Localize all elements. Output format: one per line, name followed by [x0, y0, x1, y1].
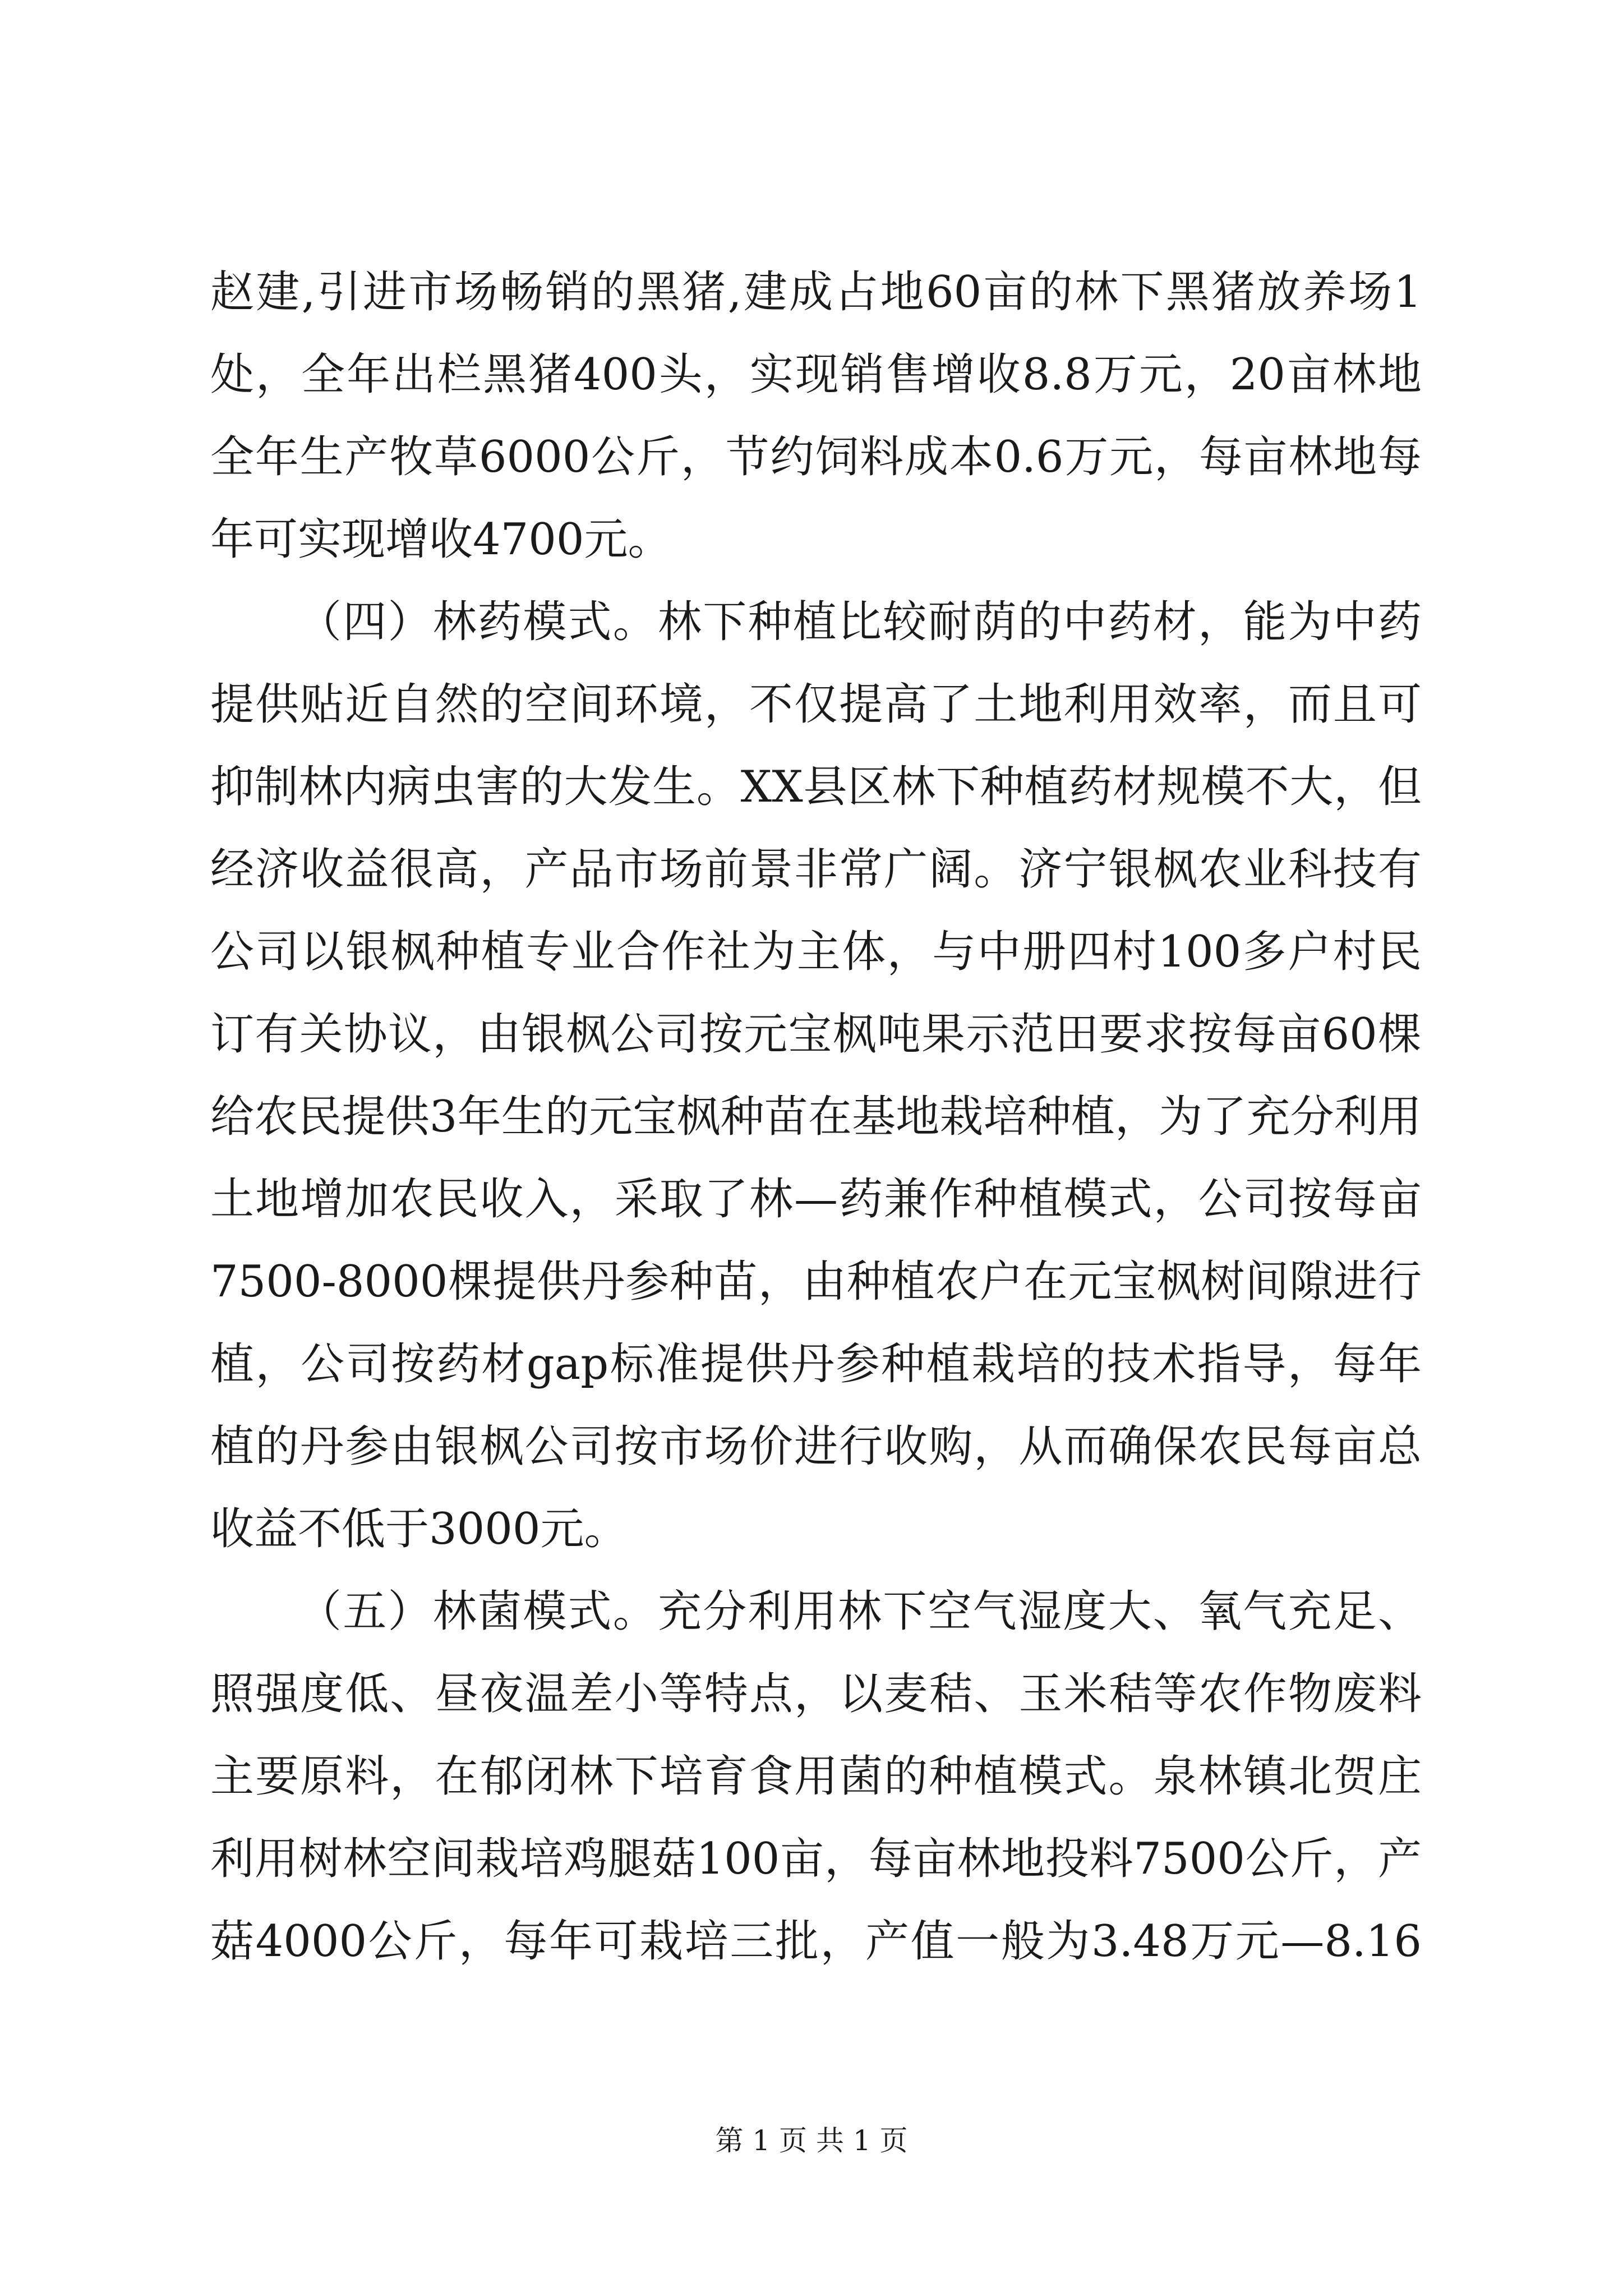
page-number-label: 第 1 页 共 1 页	[715, 2124, 908, 2157]
page-footer	[0, 2118, 1623, 2159]
text-line: 植，公司按药材gap标准提供丹参种植栽培的技术指导，每年	[210, 1339, 1422, 1389]
document-body	[210, 251, 1422, 1983]
text-line: 公司以银枫种植专业合作社为主体，与中册四村100多户村民	[210, 927, 1422, 977]
text-line: 7500-8000棵提供丹参种苗，由种植农户在元宝枫树间隙进行	[210, 1257, 1422, 1307]
paragraph-heading-line: （五）林菌模式。充分利用林下空气湿度大、氧气充足、	[298, 1586, 1422, 1637]
text-line: 赵建,引进市场畅销的黑猪,建成占地60亩的林下黑猪放养场1	[210, 267, 1422, 318]
text-line: 收益不低于3000元。	[210, 1504, 628, 1554]
text-line: 全年生产牧草6000公斤，节约饲料成本0.6万元，每亩林地每	[210, 432, 1422, 482]
text-line: 给农民提供3年生的元宝枫种苗在基地栽培种植，为了充分利用	[210, 1092, 1422, 1142]
text-line: 订有关协议，由银枫公司按元宝枫吨果示范田要求按每亩60棵	[210, 1009, 1422, 1060]
text-line: 年可实现增收4700元。	[210, 514, 672, 565]
text-line: 土地增加农民收入，采取了林—药兼作种植模式，公司按每亩	[210, 1174, 1422, 1225]
text-line: 照强度低、昼夜温差小等特点，以麦秸、玉米秸等农作物废料	[210, 1669, 1422, 1719]
text-line: 抑制林内病虫害的大发生。XX县区林下种植药材规模不大，但	[210, 762, 1422, 812]
text-line: 处，全年出栏黑猪400头，实现销售增收8.8万元，20亩林地	[210, 349, 1422, 400]
text-line: 提供贴近自然的空间环境，不仅提高了土地利用效率，而且可	[210, 679, 1422, 730]
text-line: 植的丹参由银枫公司按市场价进行收购，从而确保农民每亩总	[210, 1421, 1422, 1472]
text-line: 菇4000公斤，每年可栽培三批，产值一般为3.48万元—8.16	[210, 1916, 1422, 1967]
text-line: 经济收益很高，产品市场前景非常广阔。济宁银枫农业科技有	[210, 844, 1422, 895]
paragraph-heading-line: （四）林药模式。林下种植比较耐荫的中药材，能为中药	[298, 597, 1422, 647]
text-line: 利用树林空间栽培鸡腿菇100亩，每亩林地投料7500公斤，产	[210, 1834, 1422, 1884]
text-line: 主要原料，在郁闭林下培育食用菌的种植模式。泉林镇北贺庄	[210, 1751, 1422, 1802]
